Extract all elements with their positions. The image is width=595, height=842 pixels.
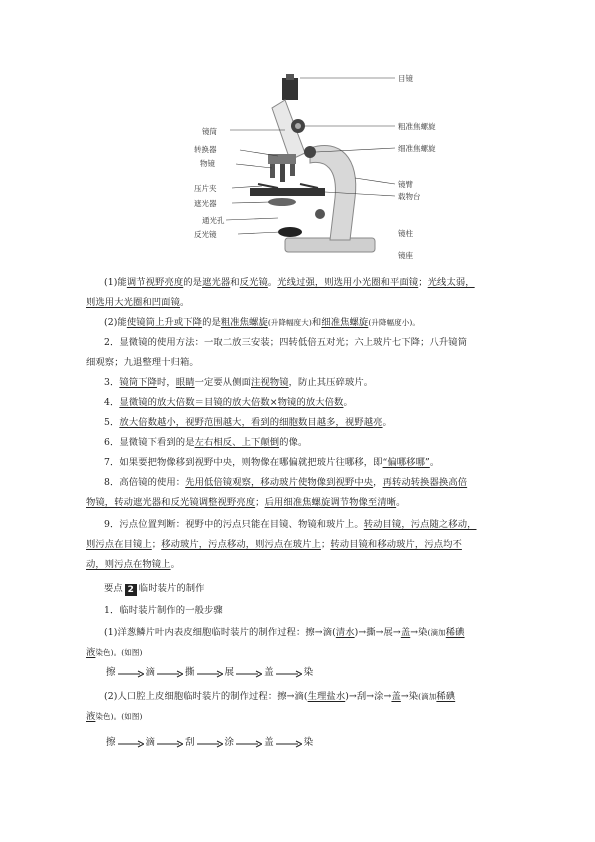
label-stage-clip: 压片夹 [194,184,217,193]
cheek-flow [106,734,313,748]
arrow-icon [157,738,183,748]
line-2: 则选用大光圈和凹面镜。 [86,297,190,308]
label-aperture: 通光孔 [202,216,225,225]
arrow-icon [118,668,144,678]
flow1-step: 染 [303,667,314,678]
cheek-procedure: (2)人口腔上皮细胞临时装片的制作过程：擦→滴(生理盐水)→刮→涂→盖→染(滴加稀碘 [104,691,456,702]
flow2-step: 盖 [264,737,274,748]
flow2-step: 滴 [145,737,156,748]
arrow-icon [118,738,144,748]
flow2-step: 涂 [224,737,235,748]
arrow-icon [236,738,262,748]
line-12: 物镜，转动遮光器和反光镜调整视野亮度；后用细准焦螺旋调节物像至清晰。 [86,497,406,508]
microscope-diagram [190,68,450,264]
label-stage: 载物台 [398,192,421,201]
arrow-icon [276,738,302,748]
label-arm: 镜臂 [398,180,413,189]
label-diaphragm: 遮光器 [194,199,217,208]
label-tube: 镜筒 [202,127,217,136]
arrow-icon [236,668,262,678]
flow2-step: 染 [303,737,314,748]
label-coarse-focus: 粗准焦螺旋 [398,122,436,131]
flow1-step: 撕 [185,667,195,678]
onion-procedure-cont: 液染色)。(如图) [86,647,143,658]
flow1-step: 擦 [106,667,116,678]
label-eyepiece: 目镜 [398,74,413,83]
label-pillar: 镜柱 [398,229,413,238]
arrow-icon [197,738,223,748]
label-nosepiece: 转换器 [194,145,217,154]
section-1-title: 1．临时装片制作的一般步骤 [104,605,223,616]
flow1-step: 展 [224,667,235,678]
onion-flow [106,664,313,678]
line-4: 2．显微镜的使用方法：一取二放三安装；四转低倍五对光；六上玻片七下降；八升镜筒 [104,337,468,348]
key-point-heading: 要点 2 临时装片的制作 [104,583,205,595]
line-8: 5．放大倍数越小，视野范围越大，看到的细胞数目越多，视野越亮。 [104,417,392,428]
line-15: 动，则污点在物镜上。 [86,559,180,570]
line-3: (2)能使镜筒上升或下降的是粗准焦螺旋(升降幅度大)和细准焦螺旋(升降幅度小)。 [104,317,420,328]
line-11: 8．高倍镜的使用：先用低倍镜观察，移动玻片使物像到视野中央，再转动转换器换高倍 [104,477,468,488]
line-13: 9．污点位置判断：视野中的污点只能在目镜、物镜和玻片上。转动目镜，污点随之移动， [104,519,477,530]
line-1: (1)能调节视野亮度的是遮光器和反光镜。光线过强，则选用小光圈和平面镜；光线太弱， [104,277,475,288]
label-mirror: 反光镜 [194,230,217,239]
flow1-step: 盖 [264,667,274,678]
arrow-icon [276,668,302,678]
key-number-badge: 2 [125,584,137,596]
cheek-procedure-cont: 液染色)。(如图) [86,711,143,722]
label-fine-focus: 细准焦螺旋 [398,144,436,153]
arrow-icon [157,668,183,678]
line-7: 4．显微镜的放大倍数＝目镜的放大倍数×物镜的放大倍数。 [104,397,353,408]
flow2-step: 擦 [106,737,116,748]
line-9: 6．显微镜下看到的是左右相反、上下颠倒的像。 [104,437,308,448]
label-base: 镜座 [398,251,413,260]
arrow-icon [197,668,223,678]
line-6: 3．镜筒下降时，眼睛一定要从侧面注视物镜，防止其压碎玻片。 [104,377,374,388]
flow2-step: 刮 [185,737,195,748]
onion-procedure: (1)洋葱鳞片叶内表皮细胞临时装片的制作过程：擦→滴(清水)→撕→展→盖→染(滴加稀碘 [104,627,465,638]
flow1-step: 滴 [145,667,156,678]
line-14: 则污点在目镜上；移动玻片，污点移动，则污点在玻片上；转动目镜和移动玻片，污点均不 [86,539,462,550]
line-5: 细观察；九退整理十归箱。 [86,357,199,368]
line-10: 7．如果要把物像移到视野中央，则物像在哪偏就把玻片往哪移，即“偏哪移哪”。 [104,457,440,468]
label-objective: 物镜 [200,159,215,168]
